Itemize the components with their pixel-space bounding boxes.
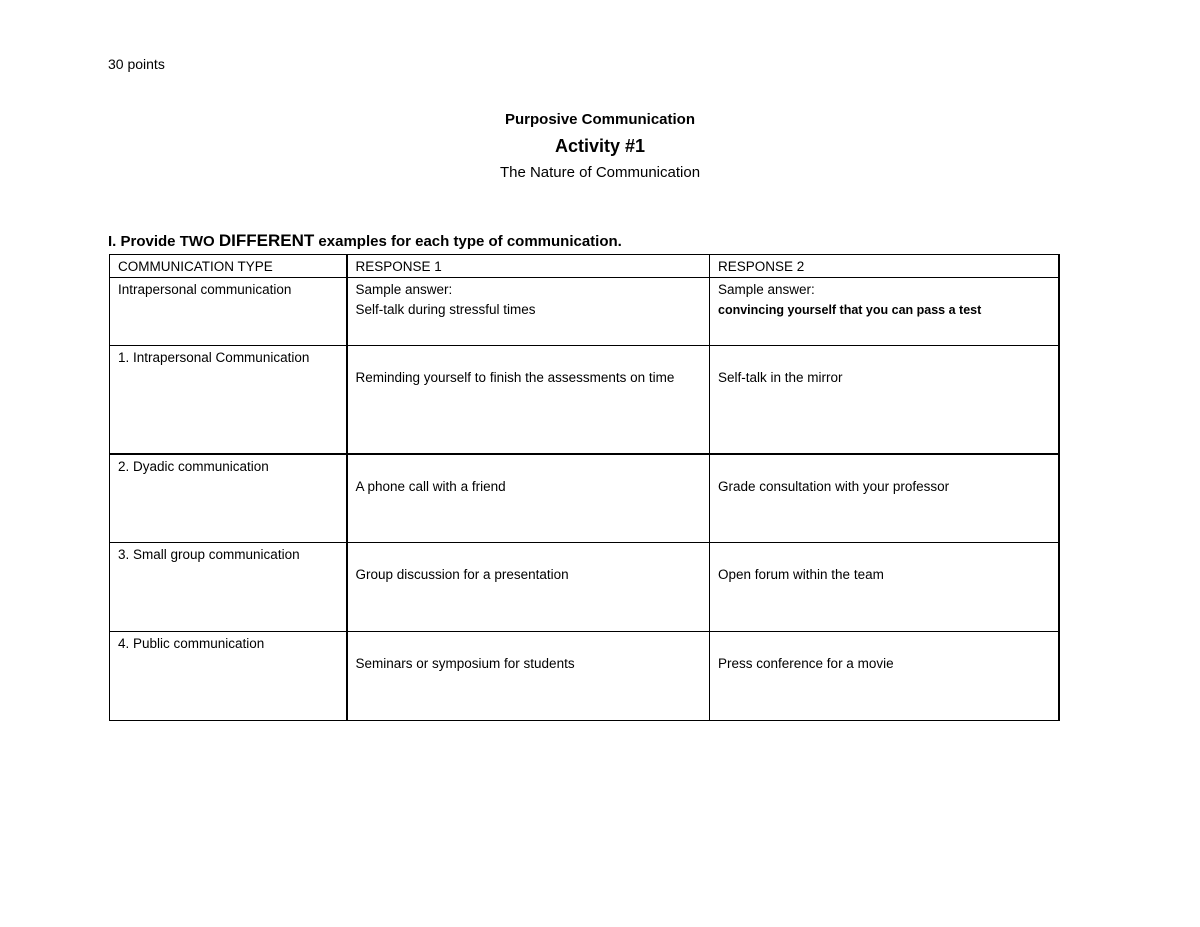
sample-response-2-text: convincing yourself that you can pass a test <box>718 303 982 317</box>
header-communication-type: COMMUNICATION TYPE <box>110 255 347 278</box>
table-row <box>110 454 1059 543</box>
sample-response-2-label: Sample answer: <box>718 282 815 297</box>
sample-response-1-cell <box>347 278 710 346</box>
row-response-2-text: Self-talk in the mirror <box>718 370 843 385</box>
points-label: 30 points <box>108 56 165 72</box>
table-row <box>110 346 1059 454</box>
answer-table <box>109 254 1060 721</box>
row-response-1-cell <box>347 346 710 454</box>
row-response-2-cell <box>710 543 1059 632</box>
sample-type-cell: Intrapersonal communication <box>110 278 347 346</box>
row-response-2-text: Grade consultation with your professor <box>718 478 950 494</box>
row-response-2-text: Open forum within the team <box>718 567 884 582</box>
row-response-2-cell <box>710 346 1059 454</box>
sample-response-1-label: Sample answer: <box>355 282 453 297</box>
sample-response-1-text: Self-talk during stressful times <box>355 302 536 317</box>
row-type-cell: 2. Dyadic communication <box>110 454 347 543</box>
row-type-cell: 1. Intrapersonal Communication <box>110 346 347 454</box>
sample-row <box>110 278 1059 346</box>
instruction-prefix: I. Provide TWO <box>108 233 219 250</box>
table-row <box>110 632 1059 721</box>
table-header-row <box>110 255 1059 278</box>
header-response-2: RESPONSE 2 <box>710 255 1059 278</box>
row-response-1-text: Reminding yourself to finish the assessments on time <box>355 370 675 385</box>
row-response-1-text: Group discussion for a presentation <box>355 567 569 582</box>
row-response-1-cell <box>347 454 710 543</box>
row-response-1-text: A phone call with a friend <box>355 478 506 494</box>
course-title: Purposive Communication <box>504 111 696 128</box>
row-response-1-text: Seminars or symposium for students <box>355 656 575 671</box>
row-response-2-cell <box>710 632 1059 721</box>
row-response-2-cell <box>710 454 1059 543</box>
row-type-cell: 3. Small group communication <box>110 543 347 632</box>
instruction-emphasis: DIFFERENT <box>218 231 315 250</box>
activity-title: Activity #1 <box>554 136 646 156</box>
row-response-1-cell <box>347 543 710 632</box>
row-response-1-cell <box>347 632 710 721</box>
table-row <box>110 543 1059 632</box>
instruction-suffix: examples for each type of communication. <box>314 233 622 250</box>
header-response-1: RESPONSE 1 <box>347 255 710 278</box>
row-response-2-text: Press conference for a movie <box>718 656 894 671</box>
activity-subtitle: The Nature of Communication <box>499 164 701 181</box>
instruction-heading <box>108 231 622 251</box>
sample-response-2-cell <box>710 278 1059 346</box>
row-type-cell: 4. Public communication <box>110 632 347 721</box>
